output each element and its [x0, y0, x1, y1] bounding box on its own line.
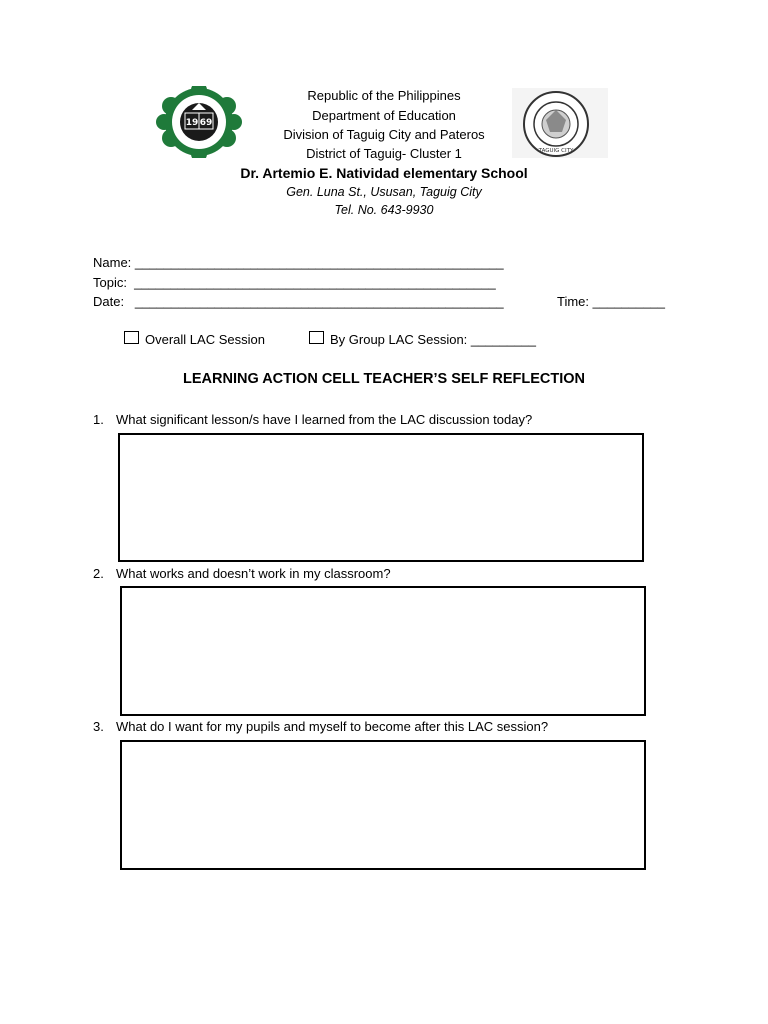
question-2-text: What works and doesn’t work in my classroom?	[116, 566, 391, 581]
date-field[interactable]: Date: ___________________________________________________	[93, 294, 504, 309]
by-group-lac-label: By Group LAC Session: _________	[330, 332, 536, 347]
name-field[interactable]: Name: ___________________________________________________	[93, 255, 504, 270]
school-telephone: Tel. No. 643-9930	[334, 203, 434, 217]
answer-box-2[interactable]	[120, 586, 646, 716]
question-1-text: What significant lesson/s have I learned from the LAC discussion today?	[116, 412, 533, 427]
header-district: District of Taguig- Cluster 1	[306, 146, 462, 161]
question-1-number: 1.	[93, 412, 104, 427]
header-division: Division of Taguig City and Pateros	[283, 127, 485, 142]
school-address: Gen. Luna St., Ususan, Taguig City	[286, 185, 482, 199]
question-3-number: 3.	[93, 719, 104, 734]
header-republic: Republic of the Philippines	[307, 88, 461, 103]
seal-year-left: 19	[185, 118, 199, 128]
time-field[interactable]: Time: __________	[557, 294, 665, 309]
by-group-lac-checkbox[interactable]	[309, 331, 324, 344]
division-seal-bottom-text: TAGUIG CITY	[538, 148, 574, 154]
overall-lac-label: Overall LAC Session	[145, 332, 265, 347]
question-2-number: 2.	[93, 566, 104, 581]
answer-box-1[interactable]	[118, 433, 644, 562]
header-department: Department of Education	[312, 108, 456, 123]
seal-year-right: 69	[199, 118, 213, 128]
answer-box-3[interactable]	[120, 740, 646, 870]
topic-field[interactable]: Topic: __________________________________________________	[93, 275, 496, 290]
form-title: LEARNING ACTION CELL TEACHER’S SELF REFLECTION	[183, 371, 585, 387]
school-name: Dr. Artemio E. Natividad elementary School	[240, 165, 528, 181]
overall-lac-checkbox[interactable]	[124, 331, 139, 344]
question-3-text: What do I want for my pupils and myself to become after this LAC session?	[116, 719, 549, 734]
